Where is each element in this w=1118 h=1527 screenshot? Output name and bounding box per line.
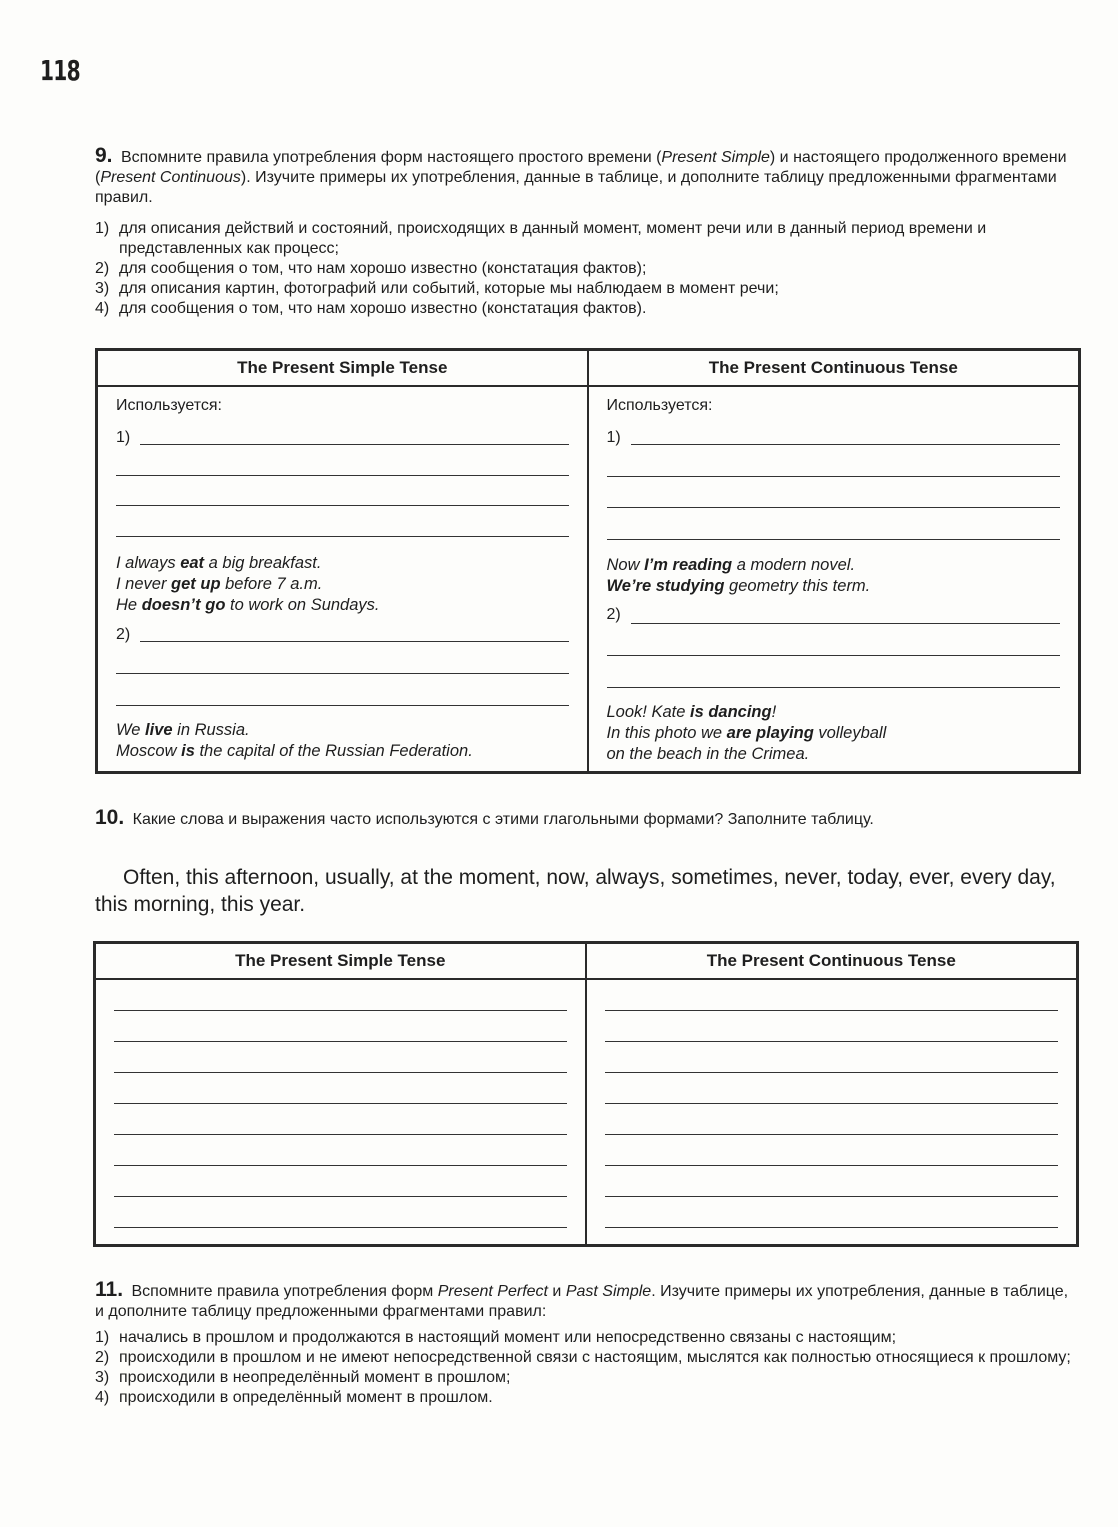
example-text: I always bbox=[116, 554, 181, 572]
verb-form: live bbox=[145, 721, 173, 739]
example-sentences bbox=[116, 553, 569, 616]
example-text: the capital of the Russian Federation. bbox=[194, 742, 473, 760]
example-text: geometry this term. bbox=[724, 577, 871, 595]
fill-line[interactable] bbox=[114, 1196, 567, 1197]
blank-number: 2) bbox=[606, 606, 621, 623]
example-line bbox=[607, 744, 1061, 765]
rule-item: 2) для сообщения о том, что нам хорошо известно (констатация фактов); bbox=[95, 260, 647, 277]
example-sentences bbox=[116, 720, 569, 762]
task9-left-cell bbox=[97, 386, 588, 773]
task10-number: 10. bbox=[95, 806, 125, 829]
example-text: before 7 a.m. bbox=[220, 575, 323, 593]
rule-item: 3) происходили в неопределённый момент в прошлом; bbox=[95, 1369, 511, 1386]
fill-line[interactable] bbox=[116, 673, 569, 674]
task11-intro bbox=[95, 1280, 1078, 1322]
task10-left-header: The Present Simple Tense bbox=[95, 943, 586, 980]
example-line bbox=[607, 702, 1061, 723]
fill-line[interactable] bbox=[114, 1227, 567, 1228]
blank-number: 1) bbox=[606, 429, 621, 446]
example-line bbox=[116, 720, 569, 741]
fill-line[interactable] bbox=[114, 1103, 567, 1104]
fill-line[interactable] bbox=[116, 536, 569, 537]
fill-line[interactable] bbox=[605, 1010, 1059, 1011]
task9-right-cell bbox=[588, 386, 1080, 773]
task11-number: 11. bbox=[95, 1278, 124, 1301]
fill-line[interactable] bbox=[114, 1041, 567, 1042]
fill-line[interactable] bbox=[607, 655, 1061, 656]
example-text: in Russia. bbox=[172, 721, 250, 739]
fill-line[interactable] bbox=[114, 1165, 567, 1166]
fill-line[interactable] bbox=[114, 1010, 567, 1011]
fill-line[interactable] bbox=[605, 1041, 1059, 1042]
example-line bbox=[116, 741, 569, 762]
page-number: 118 bbox=[40, 54, 80, 87]
used-label: Используется: bbox=[116, 397, 222, 414]
example-text: Now bbox=[606, 556, 645, 574]
verb-form: We’re studying bbox=[606, 577, 725, 595]
rule-item: 3) для описания картин, фотографий или событий, которые мы наблюдаем в момент речи; bbox=[95, 280, 779, 297]
example-text: to work on Sundays. bbox=[225, 596, 380, 614]
task10-intro-text: Какие слова и выражения часто используются с этими глагольными формами? Заполните таблицу. bbox=[132, 811, 874, 828]
word-list: Often, this afternoon, usually, at the moment, now, always, sometimes, never, today, ever, every day, this morning, this year. bbox=[95, 866, 1056, 916]
rule-item: 1) начались в прошлом и продолжаются в настоящий момент или непосредственно связаны с настоящим; bbox=[95, 1329, 897, 1346]
fill-line[interactable] bbox=[116, 505, 569, 506]
fill-line[interactable] bbox=[114, 1134, 567, 1135]
task11-rule-list bbox=[95, 1328, 1078, 1408]
fill-line[interactable] bbox=[116, 705, 569, 706]
fill-line[interactable] bbox=[607, 539, 1061, 540]
fill-line[interactable] bbox=[605, 1134, 1059, 1135]
example-line bbox=[607, 555, 1061, 576]
example-text: Look! Kate bbox=[606, 703, 690, 721]
fill-line[interactable] bbox=[607, 476, 1061, 477]
fill-line[interactable] bbox=[605, 1165, 1059, 1166]
example-text: We bbox=[116, 721, 146, 739]
task9-number: 9. bbox=[95, 144, 113, 167]
example-text: a modern novel. bbox=[732, 556, 856, 574]
fill-line[interactable] bbox=[607, 687, 1061, 688]
example-line bbox=[116, 574, 569, 595]
task10-right-header: The Present Continuous Tense bbox=[586, 943, 1078, 980]
example-line bbox=[116, 595, 569, 616]
fill-line[interactable] bbox=[605, 1072, 1059, 1073]
example-sentences bbox=[607, 555, 1061, 597]
fill-line[interactable] bbox=[631, 444, 1061, 445]
rule-item: 4) для сообщения о том, что нам хорошо известно (констатация фактов). bbox=[95, 300, 647, 317]
task10-table bbox=[93, 941, 1079, 1247]
task11-intro-text: Вспомните правила употребления форм Present Perfect и Past Simple. Изучите примеры их употребления, данные в таблице, и дополните таблицу предложенными фрагментами правил: bbox=[95, 1283, 1069, 1320]
example-text: a big breakfast. bbox=[204, 554, 322, 572]
example-text: I never bbox=[116, 575, 172, 593]
example-text: Moscow bbox=[116, 742, 182, 760]
fill-line[interactable] bbox=[140, 641, 569, 642]
example-line bbox=[607, 576, 1061, 597]
verb-form: are playing bbox=[726, 724, 814, 742]
verb-form: doesn’t go bbox=[141, 596, 226, 614]
verb-form: is dancing bbox=[689, 703, 772, 721]
example-text: volleyball bbox=[813, 724, 887, 742]
rule-item: 2) происходили в прошлом и не имеют непосредственной связи с настоящим, мыслятся как полностью относящиеся к прошлому; bbox=[95, 1349, 1071, 1366]
fill-line[interactable] bbox=[605, 1196, 1059, 1197]
fill-line[interactable] bbox=[116, 475, 569, 476]
task9-left-header: The Present Simple Tense bbox=[97, 350, 588, 387]
task9-table bbox=[95, 348, 1081, 774]
example-text: on the beach in the Crimea. bbox=[606, 745, 810, 763]
rule-item: 4) происходили в определённый момент в прошлом. bbox=[95, 1389, 493, 1406]
fill-line[interactable] bbox=[631, 623, 1061, 624]
example-text: He bbox=[116, 596, 142, 614]
example-line bbox=[607, 723, 1061, 744]
verb-form: is bbox=[181, 742, 195, 760]
task10-right-cell bbox=[586, 979, 1078, 1246]
task9-intro-text: Вспомните правила употребления форм настоящего простого времени (Present Simple) и настоящего продолженного времени (Present Continuous). Изучите примеры их употребления, данные в таблице, и дополните таблицу предложенными фрагментами правил. bbox=[95, 149, 1067, 206]
fill-line[interactable] bbox=[605, 1227, 1059, 1228]
rule-item: 1) для описания действий и состояний, происходящих в данный момент, момент речи или в данный период времени и представленных как процесс; bbox=[95, 220, 987, 257]
task10-intro bbox=[95, 808, 1078, 830]
blank-number: 2) bbox=[116, 626, 131, 643]
blank-number: 1) bbox=[116, 429, 131, 446]
verb-form: get up bbox=[171, 575, 221, 593]
task9-right-header: The Present Continuous Tense bbox=[588, 350, 1080, 387]
task9-rule-list bbox=[95, 219, 1078, 319]
fill-line[interactable] bbox=[607, 507, 1061, 508]
example-line bbox=[116, 553, 569, 574]
example-text: In this photo we bbox=[606, 724, 727, 742]
fill-line[interactable] bbox=[140, 444, 569, 445]
fill-line[interactable] bbox=[605, 1103, 1059, 1104]
example-text: ! bbox=[771, 703, 777, 721]
task9-intro bbox=[95, 146, 1078, 208]
fill-line[interactable] bbox=[114, 1072, 567, 1073]
verb-form: eat bbox=[180, 554, 205, 572]
verb-form: I’m reading bbox=[644, 556, 733, 574]
used-label: Используется: bbox=[606, 397, 713, 414]
task10-left-cell bbox=[95, 979, 586, 1246]
example-sentences bbox=[607, 702, 1061, 765]
